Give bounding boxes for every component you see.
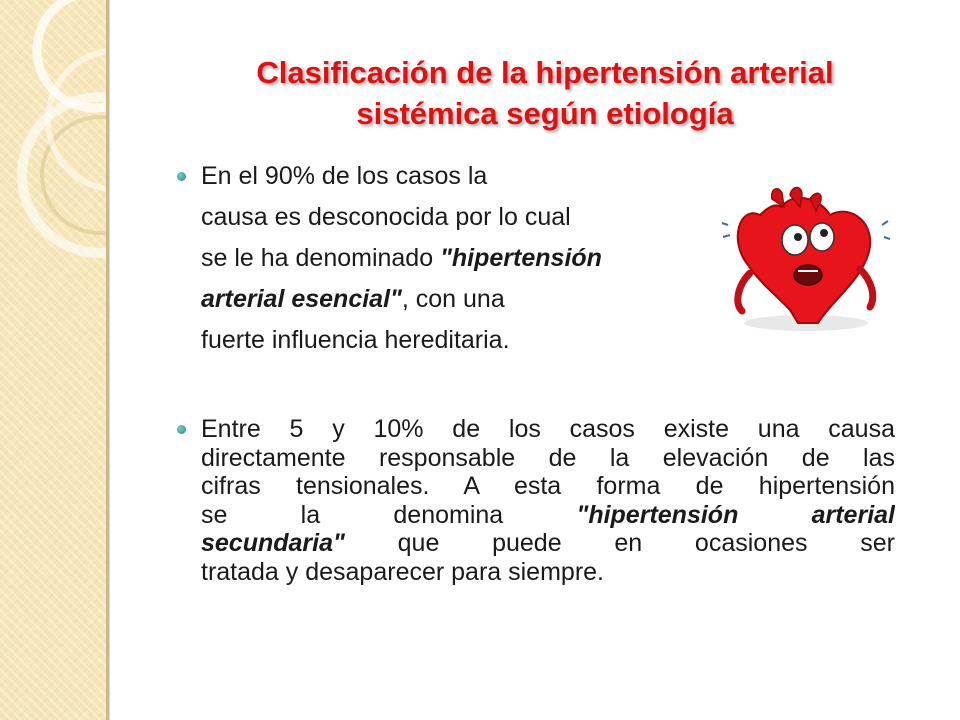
scared-heart-cartoon-icon xyxy=(720,185,890,335)
bullet-1-marker xyxy=(177,172,186,181)
bullet-2-paragraph xyxy=(201,415,895,586)
term-secundaria-end: secundaria" xyxy=(201,529,345,557)
bullet-2-marker xyxy=(177,425,186,434)
bullet-2-line-5-text: que puede en ocasiones ser xyxy=(344,529,895,557)
bullet-2-line-5 xyxy=(201,529,895,558)
bullet-2-line-3: cifras tensionales. A esta forma de hipertensión xyxy=(201,472,895,500)
decorative-side-strip xyxy=(0,0,106,720)
bullet-2-line-4-text: se la denomina xyxy=(201,500,577,529)
bullet-2-line-4 xyxy=(201,501,895,530)
bullet-1-line-1: En el 90% de los casos la xyxy=(201,162,488,190)
bullet-1-line-3 xyxy=(201,238,602,279)
bullet-1-line-3-text: se le ha denominado xyxy=(201,244,441,272)
bullet-1-line-4-text: , con una xyxy=(401,285,505,313)
bullet-1-line-2: causa es desconocida por lo cual xyxy=(201,203,571,231)
title-line-2: sistémica según etiología xyxy=(356,96,734,131)
bullet-1-line-4 xyxy=(201,279,505,320)
strip-border-highlight xyxy=(109,0,110,720)
bullet-2-line-2: directamente responsable de la elevación de las xyxy=(201,443,895,472)
ring-decoration-icon xyxy=(0,0,106,720)
bullet-2-line-6: tratada y desaparecer para siempre. xyxy=(201,557,604,586)
slide-title xyxy=(160,52,930,134)
term-secundaria-start: "hipertensión arterial xyxy=(576,500,895,529)
bullet-1-line-5: fuerte influencia hereditaria. xyxy=(201,326,510,354)
term-esencial-start: "hipertensión xyxy=(440,244,602,272)
term-esencial-end: arterial esencial" xyxy=(201,285,402,313)
title-line-1: Clasificación de la hipertensión arterial xyxy=(256,55,834,90)
bullet-2-line-1: Entre 5 y 10% de los casos existe una causa xyxy=(201,415,895,443)
